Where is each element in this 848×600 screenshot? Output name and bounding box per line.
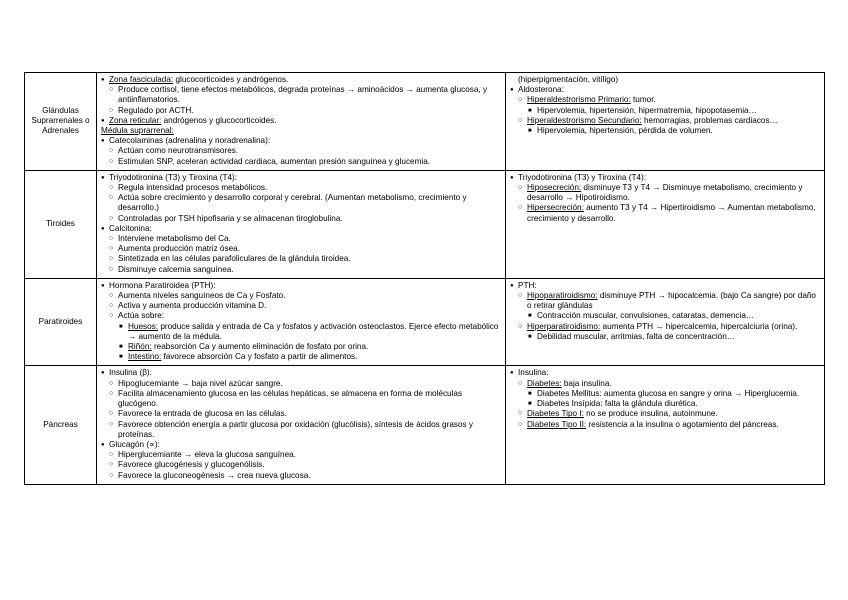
item-text: Triyodotironina (T3) y Tiroxina (T4):: [109, 172, 238, 182]
item-text: Actúa sobre crecimiento y desarrollo corporal y cerebral. (Aumentan metabolismo, crecimiento y desarrollo.): [118, 193, 467, 213]
list-item: [101, 450, 501, 460]
list-item: [101, 234, 501, 244]
list-item: [101, 146, 501, 156]
list-item: [101, 157, 501, 167]
list-item: [510, 311, 820, 321]
term-label: Hiposecreción:: [527, 183, 582, 193]
gland-name: Paratiroides: [25, 278, 97, 366]
physiology-cell: [97, 170, 506, 278]
list-item: [101, 291, 501, 301]
item-text: Favorece glucogénesis y glucogenólisis.: [118, 460, 265, 470]
list-item: [510, 291, 820, 311]
list-item: [510, 389, 820, 399]
item-text: (hiperpigmentación, vitíligo): [518, 75, 619, 84]
item-text: Controladas por TSH hipofisaria y se almacenan tiroglobulina.: [118, 213, 343, 223]
term-label: Hipoparatiroidismo:: [527, 291, 598, 301]
list-item: [510, 203, 820, 223]
item-text: tumor.: [630, 95, 656, 105]
item-text: Insulina:: [518, 368, 549, 378]
term-label: Intestino:: [128, 352, 162, 362]
bullet-list: [101, 281, 501, 363]
item-text: Activa y aumenta producción vitamina D.: [118, 301, 267, 311]
bullet-list: [510, 281, 820, 342]
physiology-cell: [97, 278, 506, 366]
item-text: Favorece la gluconeogénesis → crea nueva glucosa.: [118, 470, 311, 480]
item-text: Estimulan SNP, aceleran actividad cardiaca, aumentan presión sanguínea y glucemia.: [118, 156, 431, 166]
list-item: [101, 183, 501, 193]
list-item: [101, 265, 501, 275]
item-text: Hipoglucemiante → baja nivel azúcar sangre.: [118, 378, 283, 388]
pathology-cell: [506, 170, 825, 278]
bullet-list: [510, 173, 820, 224]
list-item: [101, 193, 501, 213]
item-text: favorece absorción Ca y fosfato a partir de alimentos.: [161, 352, 358, 362]
term-label: Zona reticular:: [109, 115, 162, 125]
item-text: Sintetizada en las células parafoliculares de la glándula tiroidea.: [118, 254, 351, 264]
table-row: [25, 73, 825, 171]
list-item: [101, 352, 501, 362]
list-item: [101, 379, 501, 389]
list-item: [101, 420, 501, 440]
item-text: Glucagón (∝):: [109, 439, 160, 449]
item-text: disminuye T3 y T4 → Disminuye metabolismo, crecimiento y desarrollo → Hipotiroidismo.: [527, 183, 803, 203]
list-item: [101, 322, 501, 342]
item-text: produce salida y entrada de Ca y fosfatos y activación osteoclastos. Ejerce efecto metabólico → aumento de la médula.: [128, 321, 499, 341]
item-text: Hipervolemia, hipertensión, hipermatremia, hipopotasemia…: [537, 105, 757, 115]
item-text: Facilita almacenamiento glucosa en las células hepáticas, se almacena en forma de moléculas glucógeno.: [118, 388, 463, 409]
item-text: Diabetes Mellitus: aumenta glucosa en sangre y orina → Hiperglucemia.: [537, 388, 800, 398]
list-item: [510, 85, 820, 95]
list-item: [510, 126, 820, 136]
list-item: [101, 471, 501, 481]
item-text: Regula intensidad procesos metabólicos.: [118, 183, 268, 193]
list-item: [510, 106, 820, 116]
item-text: Actúa sobre:: [118, 311, 164, 321]
item-text: PTH:: [518, 280, 537, 290]
list-item: [101, 214, 501, 224]
list-item: [101, 409, 501, 419]
item-text: Aumenta producción matriz ósea.: [118, 244, 240, 254]
term-label: Hiperparatiroidismo:: [527, 321, 601, 331]
list-item: [101, 440, 501, 450]
list-item: [101, 311, 501, 321]
item-text: Catecolaminas (adrenalina y noradrenalina):: [109, 136, 271, 146]
term-label: Diabetes:: [527, 378, 562, 388]
item-text: Triyodotironina (T3) y Tiroxina (T4):: [518, 172, 647, 182]
list-item: [101, 116, 501, 126]
item-text: Actúan como neurotransmisores.: [118, 146, 239, 156]
list-item: [510, 75, 820, 85]
item-text: Hormona Paratiroidea (PTH):: [109, 280, 216, 290]
list-item: [510, 281, 820, 291]
bullet-list: [101, 75, 501, 167]
list-item: [101, 126, 501, 136]
list-item: [101, 254, 501, 264]
item-text: Contracción muscular, convulsiones, cataratas, demencia…: [537, 311, 755, 321]
item-text: Aumenta niveles sanguíneos de Ca y Fosfato.: [118, 291, 286, 301]
item-text: Insulina (β):: [109, 368, 152, 378]
gland-name: Tiroides: [25, 170, 97, 278]
item-text: andrógenos y glucocorticoides.: [161, 115, 277, 125]
list-item: [510, 368, 820, 378]
item-text: hemorragias, problemas cardiacos…: [641, 115, 778, 125]
list-item: [101, 301, 501, 311]
list-item: [510, 399, 820, 409]
item-text: no se produce insulina, autoinmune.: [583, 409, 718, 419]
table-row: [25, 278, 825, 366]
list-item: [101, 389, 501, 409]
list-item: [101, 136, 501, 146]
physiology-cell: [97, 366, 506, 484]
term-label: Huesos:: [128, 321, 159, 331]
list-item: [101, 106, 501, 116]
item-text: glucocorticoides y andrógenos.: [173, 75, 289, 84]
item-text: Debilidad muscular, arritmias, falta de concentración…: [537, 331, 735, 341]
list-item: [101, 281, 501, 291]
list-item: [510, 173, 820, 183]
term-label: Hipersecreción:: [527, 203, 584, 213]
item-text: Hiperglucemiante → eleva la glucosa sanguínea.: [118, 450, 296, 460]
item-text: aumento T3 y T4 → Hipertiroidismo → Aumentan metabolismo, crecimiento y desarrollo.: [527, 203, 816, 223]
item-text: Hipervolemia, hipertensión, pérdida de volumen.: [537, 126, 713, 136]
bullet-list: [510, 75, 820, 136]
list-item: [510, 95, 820, 105]
list-item: [510, 332, 820, 342]
item-text: Regulado por ACTH.: [118, 105, 194, 115]
list-item: [101, 224, 501, 234]
list-item: [510, 183, 820, 203]
list-item: [510, 116, 820, 126]
item-text: reabsorción Ca y aumento eliminación de fosfato por orina.: [151, 342, 369, 352]
endocrine-table: [24, 72, 825, 485]
bullet-list: [101, 368, 501, 480]
term-label: Diabetes Tipo II:: [527, 419, 587, 429]
list-item: [101, 244, 501, 254]
list-item: [510, 409, 820, 419]
physiology-cell: [97, 73, 506, 171]
term-label: Diabetes Tipo I:: [527, 409, 584, 419]
bullet-list: [510, 368, 820, 429]
gland-name: Páncreas: [25, 366, 97, 484]
term-label: Riñón:: [128, 342, 152, 352]
term-label: Hiperaldestrorismo Secundario:: [527, 115, 642, 125]
list-item: [510, 420, 820, 430]
item-text: disminuye PTH → hipocalcemia. (bajo Ca sangre) por daño o retirar glándulas: [527, 291, 816, 311]
item-text: Interviene metabolismo del Ca.: [118, 234, 231, 244]
table-row: [25, 170, 825, 278]
pathology-cell: [506, 278, 825, 366]
item-text: Produce cortisol, tiene efectos metabólicos, degrada proteínas → aminoácidos → aumenta glucosa, y antiinflamatorios.: [118, 85, 488, 105]
term-label: Médula suprarrenal:: [101, 126, 174, 136]
item-text: Favorece obtención energía a partir glucosa por oxidación (glucólisis), síntesis de ácidos grasos y proteínas.: [118, 419, 473, 439]
list-item: [101, 85, 501, 105]
item-text: Disminuye calcemia sanguínea.: [118, 264, 234, 274]
pathology-cell: [506, 366, 825, 484]
list-item: [101, 75, 501, 85]
item-text: baja insulina.: [561, 378, 612, 388]
term-label: Zona fasciculada:: [109, 75, 174, 84]
list-item: [101, 173, 501, 183]
table-body: [25, 73, 825, 485]
list-item: [101, 368, 501, 378]
bullet-list: [101, 173, 501, 275]
pathology-cell: [506, 73, 825, 171]
list-item: [101, 460, 501, 470]
item-text: Diabetes Insípida: falta la glándula diurética.: [537, 399, 698, 409]
item-text: aumenta PTH → hipercalcemia, hipercalciuria (orina).: [600, 321, 798, 331]
item-text: Aldosterona:: [518, 85, 564, 95]
term-label: Hiperaldestrorismo Primario:: [527, 95, 631, 105]
list-item: [101, 342, 501, 352]
item-text: resistencia a la insulina o agotamiento del páncreas.: [586, 419, 779, 429]
list-item: [510, 322, 820, 332]
item-text: Favorece la entrada de glucosa en las células.: [118, 409, 287, 419]
item-text: Calcitonina:: [109, 223, 152, 233]
gland-name: Glándulas Suprarrenales o Adrenales: [25, 73, 97, 171]
table-row: [25, 366, 825, 484]
list-item: [510, 379, 820, 389]
